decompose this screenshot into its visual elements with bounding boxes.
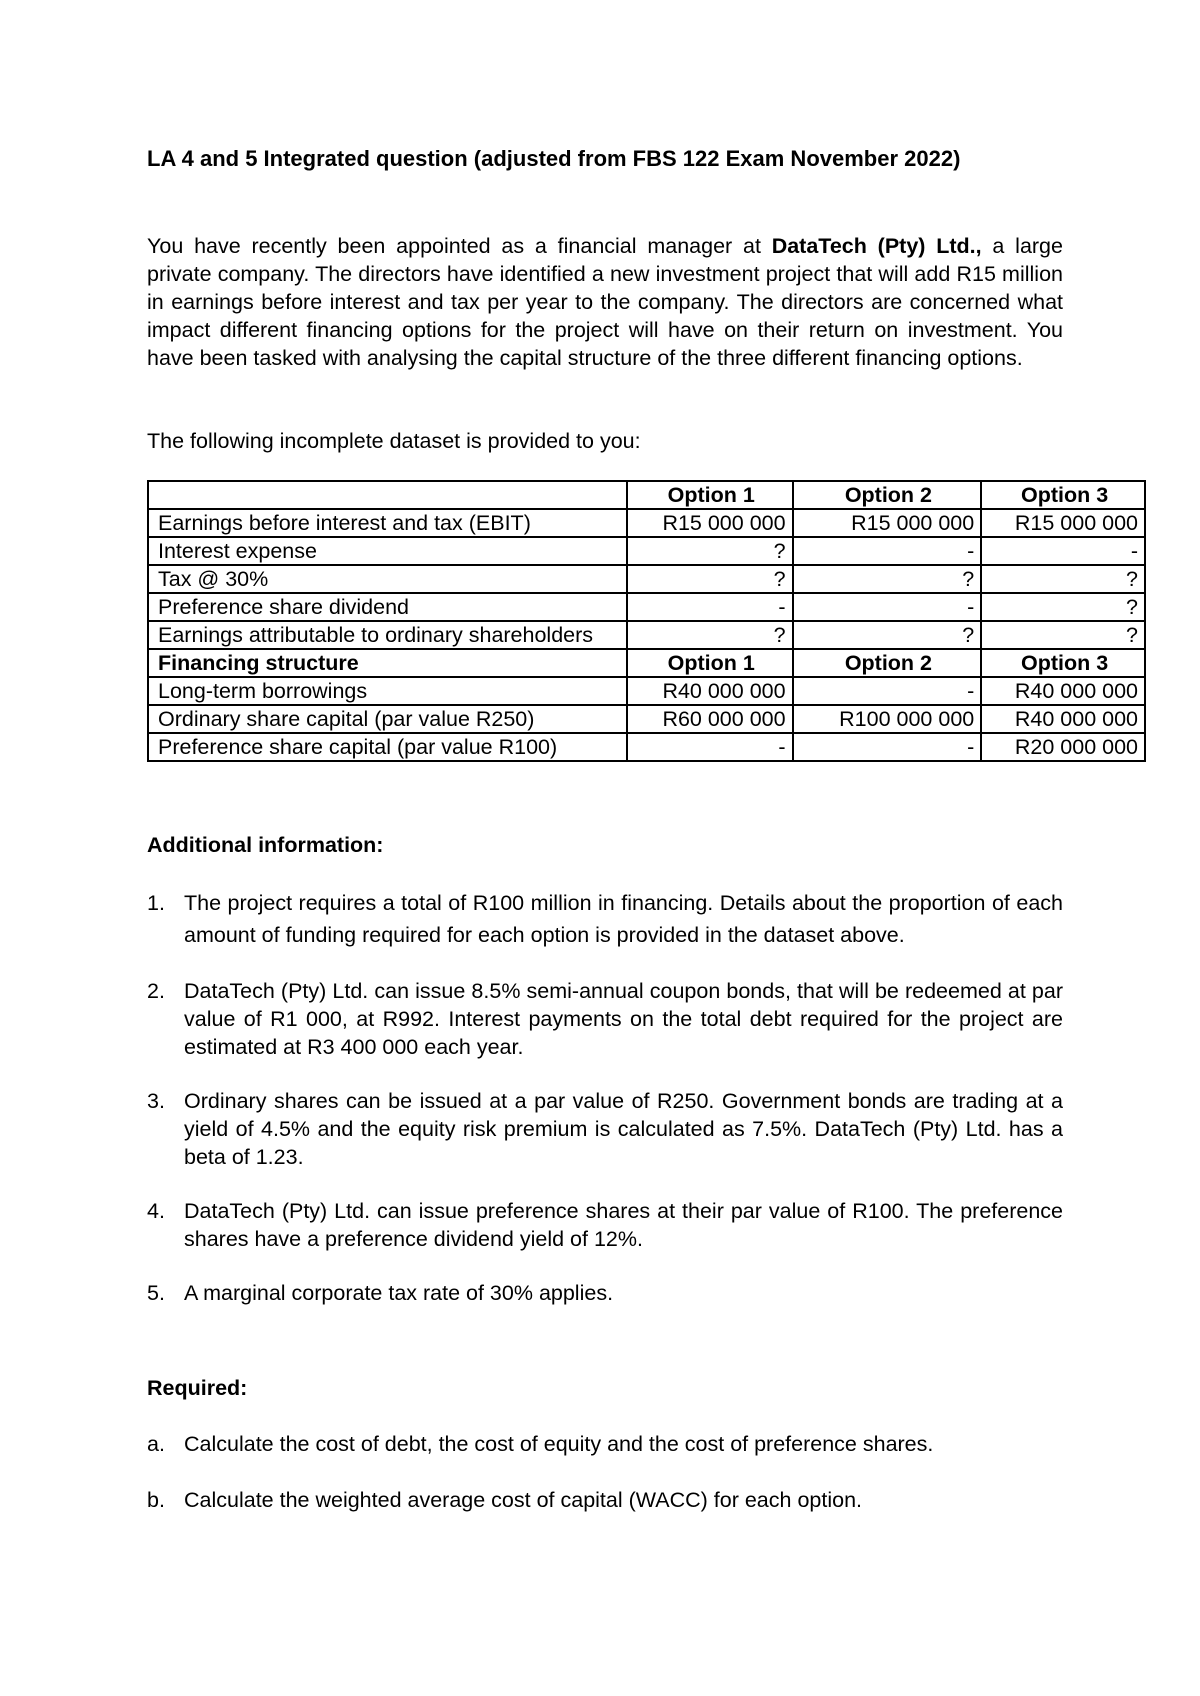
list-marker: 2.: [147, 979, 165, 1003]
value-cell: ?: [981, 565, 1145, 593]
value-cell: R20 000 000: [981, 733, 1145, 761]
row-label-cell: Preference share capital (par value R100): [148, 733, 627, 761]
value-cell: -: [793, 537, 982, 565]
list-marker: 1.: [147, 891, 165, 915]
value-cell: ?: [981, 621, 1145, 649]
company-name: DataTech (Pty) Ltd.,: [771, 234, 982, 258]
required-heading: Required:: [147, 1376, 248, 1400]
value-cell: R15 000 000: [793, 509, 982, 537]
value-cell: R15 000 000: [981, 509, 1145, 537]
value-cell: -: [793, 593, 982, 621]
value-cell: -: [627, 733, 793, 761]
list-marker: 3.: [147, 1089, 165, 1113]
question-title: LA 4 and 5 Integrated question (adjusted from FBS 122 Exam November 2022): [147, 146, 961, 171]
table-row: [148, 621, 1145, 649]
column-header-cell: Option 3: [981, 649, 1145, 677]
value-cell: ?: [793, 565, 982, 593]
column-header-cell: Option 1: [627, 649, 793, 677]
value-cell: ?: [793, 621, 982, 649]
list-item-text: DataTech (Pty) Ltd. can issue preference shares at their par value of R100. The preference shares have a preference dividend yield of 12%.: [184, 1199, 1063, 1251]
value-cell: R40 000 000: [981, 677, 1145, 705]
list-item-text: Calculate the weighted average cost of capital (WACC) for each option.: [184, 1488, 862, 1512]
value-cell: ?: [627, 621, 793, 649]
list-marker: b.: [147, 1488, 165, 1512]
row-label-cell: Earnings before interest and tax (EBIT): [148, 509, 627, 537]
column-header-cell: Option 1: [627, 481, 793, 509]
table-row: [148, 705, 1145, 733]
intro-text-rest: a large private company. The directors have identified a new investment project that will add R15 million in earnings before interest and tax per year to the company. The directors are concerned what impact different financing options for the project will have on their return on investment. You have been tasked with analysing the capital structure of the three different financing options.: [147, 234, 1063, 370]
list-item: [147, 1087, 1063, 1171]
value-cell: -: [793, 733, 982, 761]
list-item: [147, 1486, 1063, 1514]
table-row: [148, 677, 1145, 705]
intro-text-start: You have recently been appointed as a financial manager at: [147, 234, 772, 258]
list-marker: 4.: [147, 1199, 165, 1223]
list-item-text: Ordinary shares can be issued at a par value of R250. Government bonds are trading at a yield of 4.5% and the equity risk premium is calculated as 7.5%. DataTech (Pty) Ltd. has a beta of 1.23.: [184, 1089, 1063, 1169]
list-item-text: DataTech (Pty) Ltd. can issue 8.5% semi-annual coupon bonds, that will be redeemed at par value of R1 000, at R992. Interest payments on the total debt required for the project are estimated at R3 400 000 each year.: [184, 979, 1063, 1059]
list-item-text: Calculate the cost of debt, the cost of equity and the cost of preference shares.: [184, 1432, 934, 1456]
row-label-cell: Tax @ 30%: [148, 565, 627, 593]
row-label-cell: [148, 481, 627, 509]
row-label-cell: Financing structure: [148, 649, 627, 677]
table-row: [148, 565, 1145, 593]
intro-paragraph: [147, 232, 1063, 372]
column-header-cell: Option 2: [793, 481, 982, 509]
row-label-cell: Ordinary share capital (par value R250): [148, 705, 627, 733]
table-row: [148, 509, 1145, 537]
list-item: [147, 887, 1063, 951]
value-cell: R100 000 000: [793, 705, 982, 733]
list-item: [147, 977, 1063, 1061]
dataset-lead-text: The following incomplete dataset is provided to you:: [147, 429, 641, 453]
value-cell: -: [793, 677, 982, 705]
value-cell: ?: [627, 565, 793, 593]
list-item-text: A marginal corporate tax rate of 30% applies.: [184, 1281, 614, 1305]
value-cell: -: [981, 537, 1145, 565]
value-cell: R40 000 000: [981, 705, 1145, 733]
list-item-text: The project requires a total of R100 million in financing. Details about the proportion of each amount of funding required for each option is provided in the dataset above.: [184, 891, 1063, 947]
value-cell: ?: [627, 537, 793, 565]
list-item: [147, 1279, 1063, 1307]
table-row: [148, 733, 1145, 761]
table-row: [148, 537, 1145, 565]
row-label-cell: Interest expense: [148, 537, 627, 565]
list-marker: a.: [147, 1432, 165, 1456]
required-list: [147, 1430, 1063, 1514]
financing-structure-header-row: [148, 649, 1145, 677]
row-label-cell: Earnings attributable to ordinary shareholders: [148, 621, 627, 649]
list-item: [147, 1430, 1063, 1458]
row-label-cell: Preference share dividend: [148, 593, 627, 621]
list-item: [147, 1197, 1063, 1253]
table-row: [148, 593, 1145, 621]
value-cell: -: [627, 593, 793, 621]
column-header-cell: Option 3: [981, 481, 1145, 509]
additional-information-list: [147, 887, 1063, 1307]
value-cell: ?: [981, 593, 1145, 621]
value-cell: R40 000 000: [627, 677, 793, 705]
additional-information-heading: Additional information:: [147, 833, 384, 857]
table-header-row: [148, 481, 1145, 509]
row-label-cell: Long-term borrowings: [148, 677, 627, 705]
dataset-table: [147, 480, 1146, 762]
list-marker: 5.: [147, 1281, 165, 1305]
value-cell: R60 000 000: [627, 705, 793, 733]
column-header-cell: Option 2: [793, 649, 982, 677]
value-cell: R15 000 000: [627, 509, 793, 537]
